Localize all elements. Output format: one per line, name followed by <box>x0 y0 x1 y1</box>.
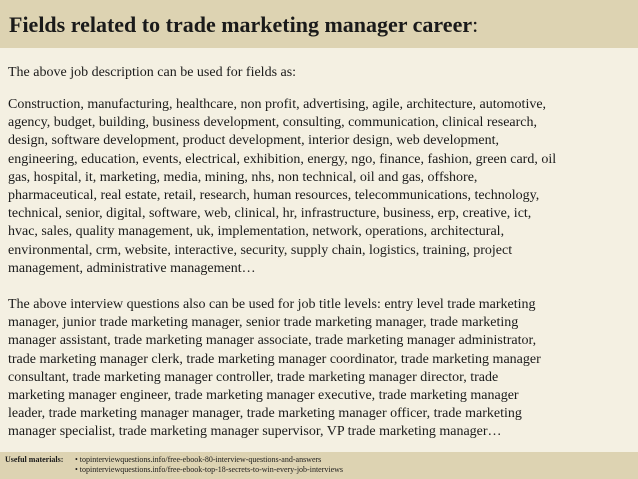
fields-line: environmental, crm, website, interactive, security, supply chain, logistics, training, project <box>8 242 513 258</box>
fields-line: gas, hospital, it, marketing, media, mining, nhs, non technical, oil and gas, offshore, <box>8 169 478 185</box>
fields-line: engineering, education, events, electrical, exhibition, energy, ngo, finance, fashion, green card, oil <box>8 151 557 167</box>
fields-line: Construction, manufacturing, healthcare, non profit, advertising, agile, architecture, automotive, <box>8 97 547 112</box>
fields-line: design, software development, product development, interior design, web development, <box>8 133 500 149</box>
slide-title-colon: : <box>472 12 479 37</box>
job-levels-paragraph <box>8 296 632 442</box>
fields-paragraph <box>8 96 632 278</box>
levels-line: The above interview questions also can be used for job title levels: entry level trade marketing <box>8 297 536 312</box>
fields-line: agency, budget, building, business development, consulting, communication, clinical research, <box>8 115 538 131</box>
fields-line: hvac, sales, quality management, uk, implementation, network, operations, architectural, <box>8 224 505 240</box>
fields-line: pharmaceutical, real estate, retail, research, human resources, telecommunications, technology, <box>8 188 540 204</box>
levels-line: manager specialist, trade marketing manager supervisor, VP trade marketing manager… <box>8 424 502 440</box>
useful-materials <box>5 455 343 475</box>
levels-line: marketing manager engineer, trade marketing manager executive, trade marketing manager <box>8 388 519 404</box>
intro-text: The above job description can be used for fields as: <box>8 65 297 80</box>
levels-line: leader, trade marketing manager manager, trade marketing manager officer, trade marketing <box>8 406 522 422</box>
useful-materials-label: Useful materials: <box>5 455 64 464</box>
footer-row <box>5 465 343 475</box>
footer-bar <box>0 452 638 479</box>
levels-line: manager assistant, trade marketing manager associate, trade marketing manager administrator, <box>8 333 537 349</box>
title-bar <box>0 0 638 48</box>
ebook-link-18-secrets[interactable]: • topinterviewquestions.info/free-ebook-top-18-secrets-to-win-every-job-interviews <box>75 465 344 474</box>
fields-line: management, administrative management… <box>8 260 256 276</box>
levels-line: consultant, trade marketing manager controller, trade marketing manager director, trade <box>8 369 499 385</box>
footer-row <box>5 455 343 465</box>
levels-line: trade marketing manager clerk, trade marketing manager coordinator, trade marketing manager <box>8 351 541 367</box>
slide-title-text: Fields related to trade marketing manager career <box>9 12 473 37</box>
fields-line: technical, senior, digital, software, web, clinical, hr, infrastructure, business, erp, creative, ict, <box>8 206 532 222</box>
ebook-link-80-questions[interactable]: • topinterviewquestions.info/free-ebook-80-interview-questions-and-answers <box>75 455 322 464</box>
levels-line: manager, junior trade marketing manager, senior trade marketing manager, trade marketing <box>8 315 519 331</box>
slide-title <box>9 12 478 38</box>
